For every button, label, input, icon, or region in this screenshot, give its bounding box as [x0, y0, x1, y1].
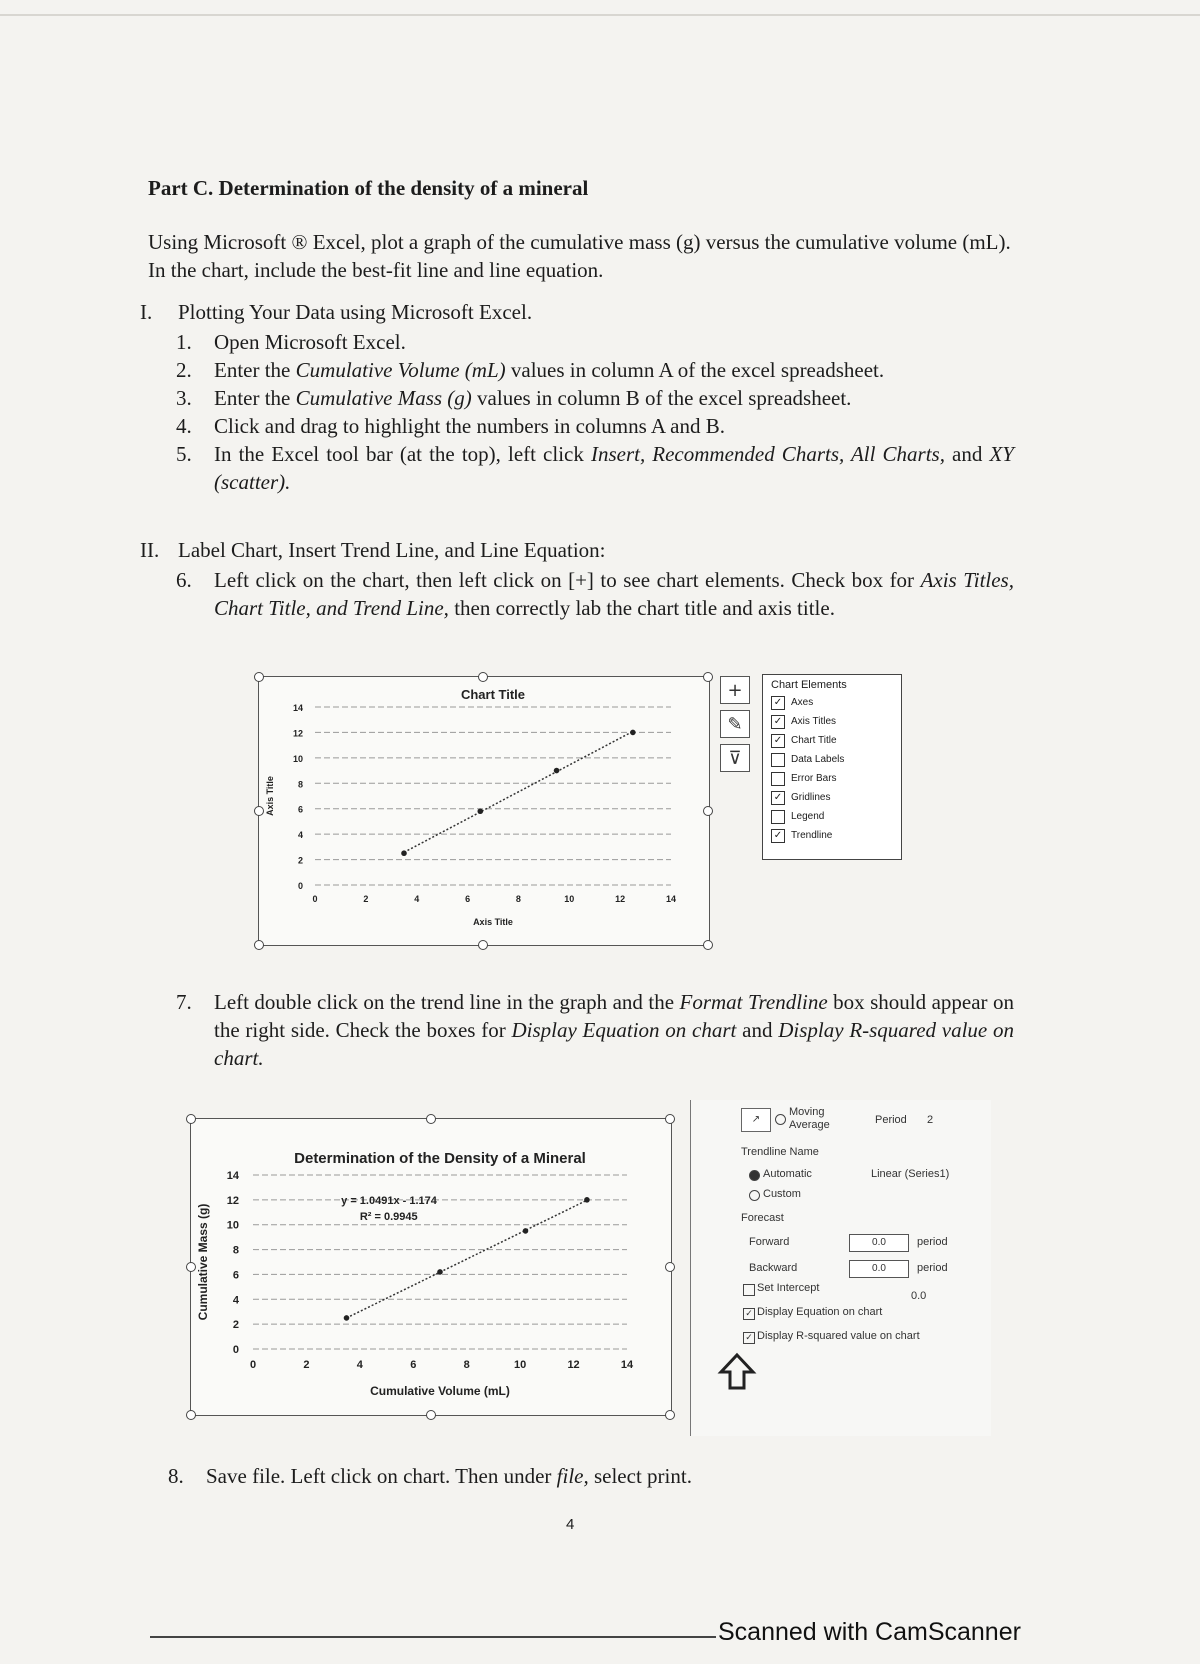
chart-element-item[interactable] [763, 788, 901, 807]
x-tick-label: 2 [303, 1359, 310, 1371]
chart-elements-list [763, 693, 901, 845]
chart-element-item[interactable] [763, 826, 901, 845]
data-point [584, 1197, 590, 1203]
chart-2-svg [191, 1119, 671, 1415]
resize-handle[interactable] [703, 940, 713, 950]
resize-handle[interactable] [186, 1262, 196, 1272]
section-1-title [140, 300, 532, 325]
y-tick-label: 4 [297, 830, 303, 841]
step-number: 4. [176, 414, 192, 438]
data-point [554, 768, 560, 774]
footer-line [150, 1636, 716, 1638]
x-tick-label: 12 [567, 1359, 580, 1371]
y-tick-label: 2 [232, 1319, 239, 1332]
x-tick-label: 4 [414, 894, 420, 904]
x-tick-label: 12 [615, 894, 626, 904]
step-text: Open Microsoft Excel. [214, 330, 406, 354]
section-2-numeral: II. [140, 538, 160, 562]
format-trendline-panel [690, 1100, 991, 1436]
trendline-name-label: Trendline Name [741, 1146, 819, 1158]
x-tick-label: 6 [465, 894, 471, 904]
y-axis-title: Cumulative Mass (g) [196, 1203, 210, 1321]
camscanner-watermark: Scanned with CamScanner [718, 1618, 1021, 1646]
display-equation-label: Display Equation on chart [757, 1306, 883, 1318]
chart-element-checkbox[interactable]: ✓ [771, 715, 785, 729]
x-tick-label: 10 [564, 894, 575, 904]
step-text: Left click on the chart, then left click on [+] to see chart elements. Check box for Axis Titles, Chart Title, and Trend Line, then correctly lab the chart title and axis title. [214, 568, 1014, 620]
set-intercept-label: Set Intercept [757, 1282, 820, 1294]
section-2-title-text: Label Chart, Insert Trend Line, and Line Equation: [178, 538, 606, 562]
y-tick-label: 14 [292, 703, 303, 713]
x-tick-label: 6 [410, 1359, 417, 1371]
chart-element-label: Trendline [791, 830, 833, 841]
step-5 [176, 440, 1016, 496]
step-text: In the Excel tool bar (at the top), left click Insert, Recommended Charts, All Charts, and XY (scatter). [214, 442, 1014, 494]
section-1-numeral: I. [140, 300, 153, 324]
resize-handle[interactable] [703, 672, 713, 682]
step-number: 2. [176, 358, 192, 382]
y-tick-label: 8 [232, 1244, 239, 1257]
backward-label: Backward [749, 1262, 798, 1274]
x-axis-title: Cumulative Volume (mL) [370, 1384, 510, 1398]
resize-handle[interactable] [478, 672, 488, 682]
step-text: Enter the Cumulative Volume (mL) values in column A of the excel spreadsheet. [214, 358, 885, 382]
resize-handle[interactable] [478, 940, 488, 950]
trendline-r-squared: R² = 0.9945 [359, 1211, 418, 1224]
chart-side-buttons [720, 676, 752, 778]
step-number: 3. [176, 386, 192, 410]
chart-element-label: Axis Titles [791, 716, 837, 727]
x-tick-label: 0 [312, 894, 318, 904]
section-1-title-text: Plotting Your Data using Microsoft Excel. [178, 300, 533, 324]
custom-radio[interactable] [749, 1190, 760, 1201]
y-tick-label: 8 [297, 779, 303, 790]
chart-element-checkbox[interactable] [771, 753, 785, 767]
step-number: 1. [176, 330, 192, 354]
display-r2-label: Display R-squared value on chart [757, 1330, 920, 1342]
step-2 [176, 356, 1016, 384]
data-point [630, 730, 636, 736]
resize-handle[interactable] [254, 806, 264, 816]
chart-1-frame[interactable] [258, 676, 710, 946]
y-tick-label: 6 [232, 1269, 239, 1282]
chart-elements-panel [762, 674, 902, 860]
chart-element-checkbox[interactable]: ✓ [771, 696, 785, 710]
chart-2-frame[interactable] [190, 1118, 672, 1416]
resize-handle[interactable] [186, 1114, 196, 1124]
chart-element-label: Gridlines [791, 792, 831, 803]
display-r2-checkbox[interactable]: ✓ [743, 1332, 755, 1344]
up-arrow-icon [717, 1352, 757, 1392]
chart-element-item[interactable] [763, 807, 901, 826]
chart-element-item[interactable] [763, 731, 901, 750]
step-number: 6. [176, 568, 192, 592]
y-axis-title: Axis Title [265, 776, 275, 816]
y-tick-label: 10 [226, 1219, 239, 1232]
automatic-radio[interactable] [749, 1170, 760, 1181]
moving-average-radio[interactable] [775, 1114, 786, 1125]
forward-label: Forward [749, 1236, 790, 1248]
plus-icon[interactable]: + [720, 676, 750, 704]
x-tick-label: 10 [514, 1359, 527, 1371]
resize-handle[interactable] [426, 1114, 436, 1124]
data-point [401, 850, 407, 856]
filter-icon[interactable]: ⊽ [720, 744, 750, 772]
period-value[interactable]: 2 [927, 1114, 934, 1126]
automatic-label: Automatic [763, 1168, 812, 1180]
chart-1-svg [259, 677, 709, 945]
resize-handle[interactable] [426, 1410, 436, 1420]
section-2-title [140, 538, 606, 563]
resize-handle[interactable] [665, 1114, 675, 1124]
custom-label: Custom [763, 1188, 801, 1200]
brush-icon[interactable]: ✎ [720, 710, 750, 738]
resize-handle[interactable] [186, 1410, 196, 1420]
step-number: 5. [176, 442, 192, 466]
chart-elements-title: Chart Elements [771, 679, 847, 691]
chart-element-label: Chart Title [791, 735, 837, 746]
y-tick-label: 12 [292, 728, 303, 739]
resize-handle[interactable] [254, 672, 264, 682]
x-tick-label: 14 [665, 894, 677, 904]
y-tick-label: 2 [297, 855, 303, 866]
chart-element-label: Data Labels [791, 754, 845, 765]
y-tick-label: 0 [297, 881, 303, 891]
chart-element-checkbox[interactable] [771, 772, 785, 786]
resize-handle[interactable] [665, 1410, 675, 1420]
y-tick-label: 12 [226, 1194, 239, 1207]
x-axis-title: Axis Title [473, 917, 513, 927]
chart-element-checkbox[interactable]: ✓ [771, 734, 785, 748]
forward-unit: period [917, 1236, 948, 1248]
backward-input[interactable]: 0.0 [849, 1260, 909, 1278]
period-label: Period [875, 1114, 907, 1126]
chart-title: Determination of the Density of a Mineral [294, 1150, 586, 1167]
page-number: 4 [566, 1516, 575, 1533]
automatic-value: Linear (Series1) [871, 1168, 950, 1180]
resize-handle[interactable] [665, 1262, 675, 1272]
x-tick-label: 0 [249, 1359, 257, 1371]
resize-handle[interactable] [254, 940, 264, 950]
resize-handle[interactable] [703, 806, 713, 816]
moving-average-icon: ↗ [741, 1108, 771, 1132]
step-number: 7. [176, 990, 192, 1014]
x-tick-label: 8 [463, 1359, 470, 1371]
step-number: 8. [168, 1464, 184, 1488]
chart-element-item[interactable] [763, 693, 901, 712]
step-3 [176, 384, 1016, 412]
chart-element-item[interactable] [763, 750, 901, 769]
data-point [344, 1315, 350, 1321]
chart-element-label: Legend [791, 811, 825, 822]
step-text: Click and drag to highlight the numbers in columns A and B. [214, 414, 725, 438]
intro-paragraph: Using Microsoft ® Excel, plot a graph of the cumulative mass (g) versus the cumulative volume (mL). In the chart, include the best-fit line and line equation. [148, 230, 1011, 282]
intercept-value: 0.0 [911, 1290, 927, 1302]
x-tick-label: 2 [363, 894, 369, 904]
chart-title: Chart Title [460, 687, 526, 702]
forward-input[interactable]: 0.0 [849, 1234, 909, 1252]
x-tick-label: 8 [515, 894, 521, 904]
y-tick-label: 10 [292, 753, 303, 764]
x-tick-label: 14 [620, 1359, 634, 1371]
y-tick-label: 0 [232, 1344, 239, 1356]
moving-average-label: Moving Average [789, 1106, 830, 1131]
step-7 [176, 988, 1016, 1072]
chart-element-label: Axes [791, 697, 814, 708]
chart-element-label: Error Bars [791, 773, 837, 784]
chart-element-checkbox[interactable]: ✓ [771, 791, 785, 805]
data-point [523, 1228, 529, 1234]
chart-element-item[interactable] [763, 712, 901, 731]
step-6 [176, 566, 1016, 650]
data-point [437, 1269, 443, 1275]
data-point [477, 808, 483, 814]
section-heading: Part C. Determination of the density of a mineral [148, 176, 589, 200]
forecast-label: Forecast [741, 1212, 784, 1224]
step-text: Save file. Left click on chart. Then under file, select print. [206, 1464, 692, 1488]
backward-unit: period [917, 1262, 948, 1274]
y-tick-label: 6 [297, 804, 303, 815]
chart-element-item[interactable] [763, 769, 901, 788]
display-equation-checkbox[interactable]: ✓ [743, 1308, 755, 1320]
y-tick-label: 14 [226, 1170, 239, 1182]
chart-element-checkbox[interactable] [771, 810, 785, 824]
y-tick-label: 4 [232, 1294, 239, 1307]
step-text: Enter the Cumulative Mass (g) values in column B of the excel spreadsheet. [214, 386, 852, 410]
step-1 [176, 328, 1016, 356]
step-4 [176, 412, 1016, 440]
step-8 [168, 1462, 1008, 1490]
chart-element-checkbox[interactable]: ✓ [771, 829, 785, 843]
trendline-equation: y = 1.0491x - 1.174 [341, 1194, 437, 1207]
step-text: Left double click on the trend line in the graph and the Format Trendline box should appear on the right side. Check the boxes for Display Equation on chart and Display R-squared value on chart. [214, 990, 1015, 1070]
x-tick-label: 4 [356, 1359, 363, 1371]
set-intercept-checkbox[interactable] [743, 1284, 755, 1296]
